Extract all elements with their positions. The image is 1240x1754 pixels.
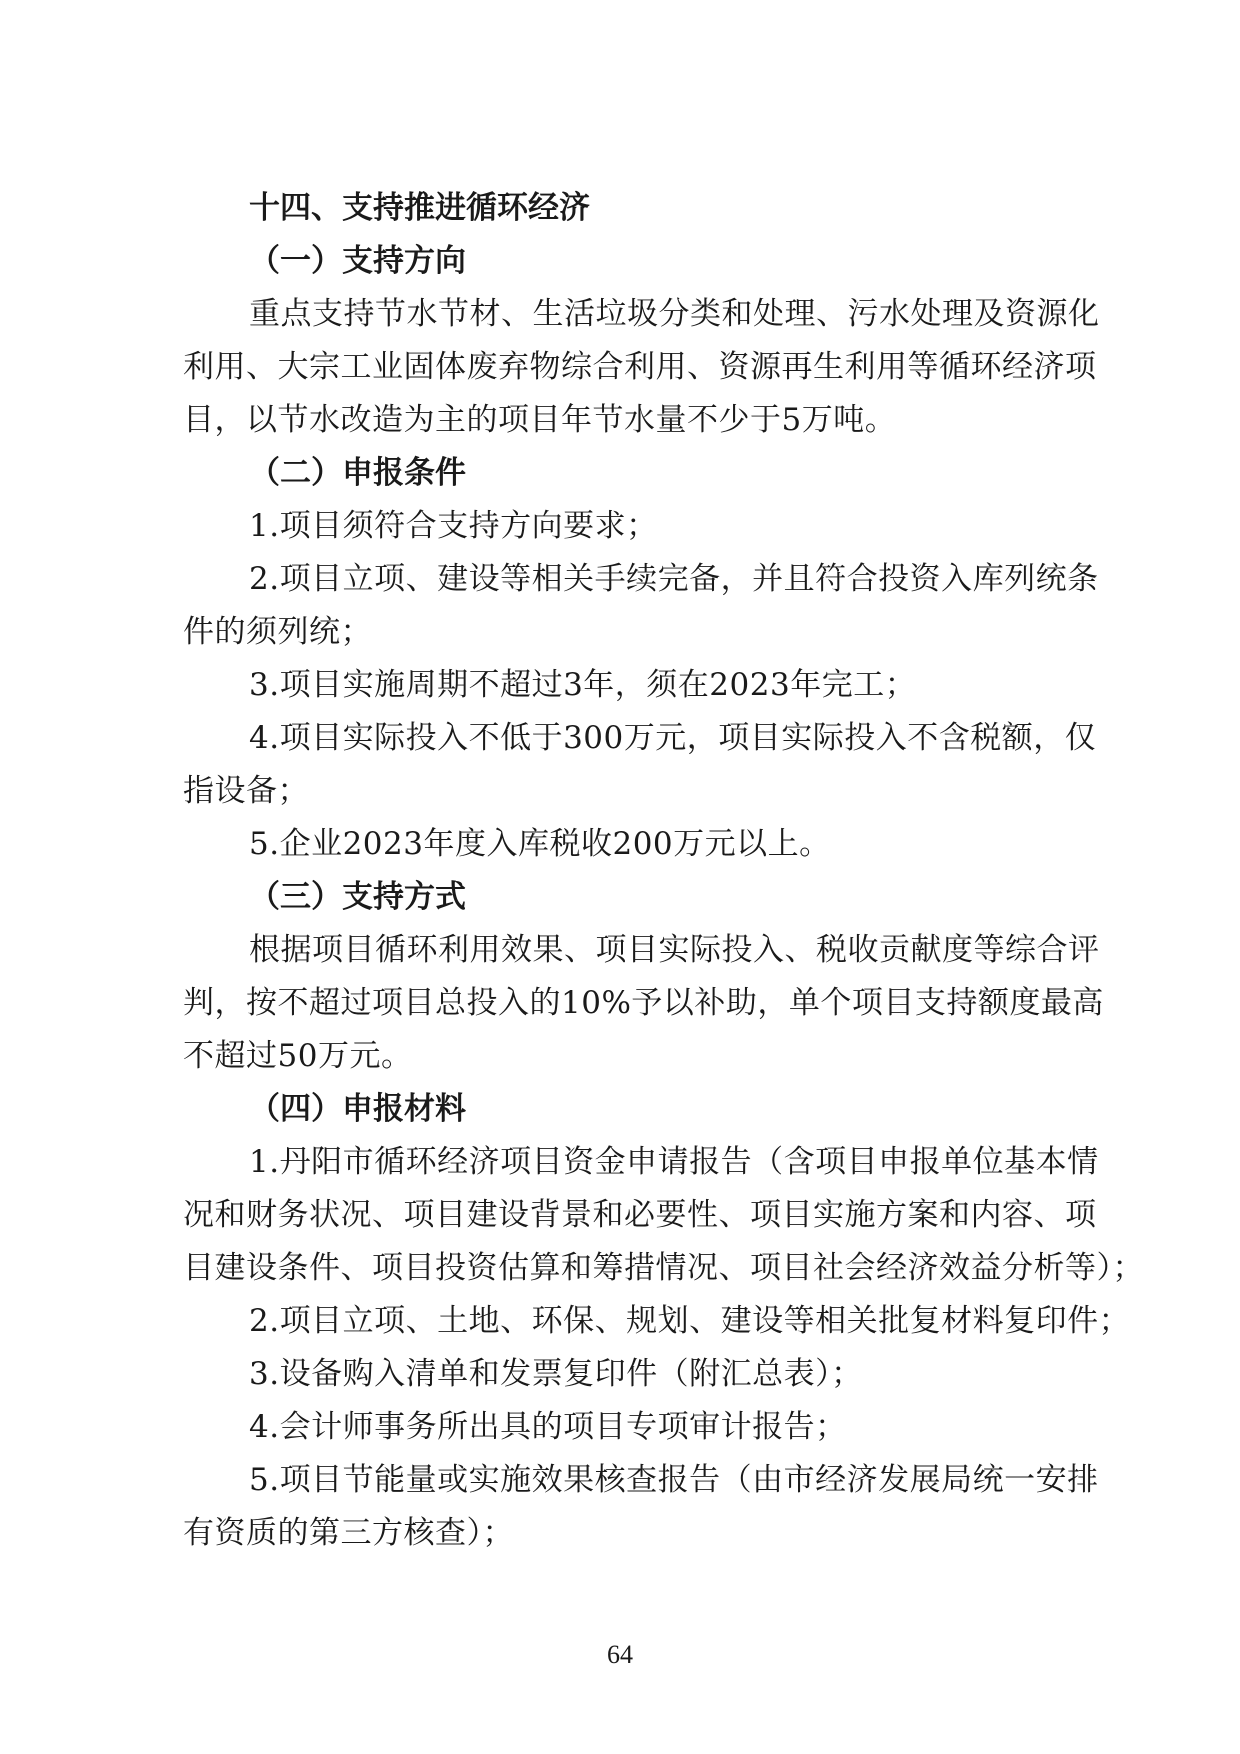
subsection-heading-support-direction: （一）支持方向: [249, 243, 466, 279]
condition-item-4-line-2: 指设备；: [183, 773, 309, 809]
support-direction-line-2: 利用、大宗工业固体废弃物综合利用、资源再生利用等循环经济项: [183, 349, 1097, 385]
condition-item-3: 3.项目实施周期不超过3年，须在2023年完工；: [249, 667, 917, 703]
subsection-heading-materials: （四）申报材料: [249, 1091, 466, 1127]
material-item-4: 4.会计师事务所出具的项目专项审计报告；: [249, 1409, 847, 1445]
condition-item-4-line-1: 4.项目实际投入不低于300万元，项目实际投入不含税额，仅: [249, 720, 1097, 756]
subsection-heading-conditions: （二）申报条件: [249, 455, 466, 491]
material-item-1-line-3: 目建设条件、项目投资估算和筹措情况、项目社会经济效益分析等）；: [183, 1250, 1144, 1286]
material-item-1-line-2: 况和财务状况、项目建设背景和必要性、项目实施方案和内容、项: [183, 1197, 1097, 1233]
material-item-3: 3.设备购入清单和发票复印件（附汇总表）；: [249, 1356, 863, 1392]
section-title: 十四、支持推进循环经济: [249, 190, 590, 226]
condition-item-2-line-2: 件的须列统；: [183, 614, 372, 650]
support-method-line-3: 不超过50万元。: [183, 1038, 413, 1074]
support-method-line-2: 判，按不超过项目总投入的10%予以补助，单个项目支持额度最高: [183, 985, 1104, 1021]
condition-item-2-line-1: 2.项目立项、建设等相关手续完备，并且符合投资入库列统条: [249, 561, 1099, 597]
subsection-heading-support-method: （三）支持方式: [249, 879, 466, 915]
support-direction-line-1: 重点支持节水节材、生活垃圾分类和处理、污水处理及资源化: [249, 296, 1100, 332]
material-item-2: 2.项目立项、土地、环保、规划、建设等相关批复材料复印件；: [249, 1303, 1131, 1339]
support-method-line-1: 根据项目循环利用效果、项目实际投入、税收贡献度等综合评: [249, 932, 1100, 968]
material-item-1-line-1: 1.丹阳市循环经济项目资金申请报告（含项目申报单位基本情: [249, 1144, 1099, 1180]
condition-item-1: 1.项目须符合支持方向要求；: [249, 508, 658, 544]
material-item-5-line-1: 5.项目节能量或实施效果核查报告（由市经济发展局统一安排: [249, 1462, 1099, 1498]
support-direction-line-3: 目，以节水改造为主的项目年节水量不少于5万吨。: [183, 402, 897, 438]
material-item-5-line-2: 有资质的第三方核查）；: [183, 1515, 514, 1551]
condition-item-5: 5.企业2023年度入库税收200万元以上。: [249, 826, 831, 862]
page-content: [183, 182, 1144, 1560]
page-number: 64: [607, 1640, 633, 1669]
